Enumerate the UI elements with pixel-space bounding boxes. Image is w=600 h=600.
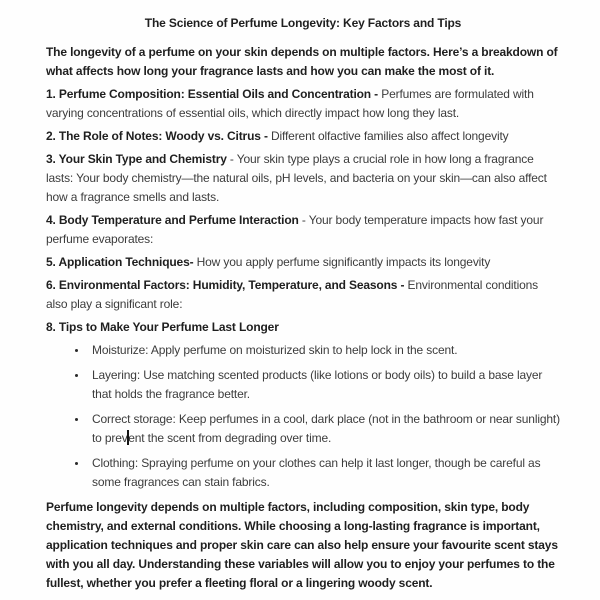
list-item-clothing[interactable]	[88, 454, 560, 492]
section-paragraph-3[interactable]	[46, 150, 560, 207]
section-heading-3: 3. Your Skin Type and Chemistry	[46, 152, 227, 166]
tip-text: Moisturize: Apply perfume on moisturized skin to help lock in the scent.	[92, 343, 458, 357]
section-text-6: Environmental conditions also play a significant role:	[46, 278, 539, 311]
section-heading-2: 2. The Role of Notes: Woody vs. Citrus -	[46, 129, 268, 143]
tips-list	[46, 341, 560, 492]
section-heading-5: 5. Application Techniques-	[46, 255, 194, 269]
section-paragraph-6[interactable]	[46, 276, 560, 314]
list-item-moisturize[interactable]	[88, 341, 560, 360]
section-paragraph-5[interactable]	[46, 253, 560, 272]
tip-text-before-cursor: Correct storage: Keep perfumes in a cool, dark place (not in the bathroom or near sunlight) to prev	[92, 412, 560, 445]
conclusion-paragraph[interactable]: Perfume longevity depends on multiple factors, including composition, skin type, body chemistry, and external conditions. While choosing a long-lasting fragrance is important, application techniques and proper skin care can also help ensure your favourite scent stays with you all day. Understanding these variables will allow you to enjoy your perfumes to the fullest, whether you prefer a fleeting floral or a lingering woody scent.	[46, 500, 558, 590]
section-heading-1: 1. Perfume Composition: Essential Oils and Concentration -	[46, 87, 379, 101]
section-paragraph-2[interactable]	[46, 127, 560, 146]
section-text-3: - Your skin type plays a crucial role in how long a fragrance lasts: Your body chemistry—the natural oils, pH levels, and bacteria on your skin—can also affect how a fragrance smells and lasts.	[46, 152, 547, 204]
tips-heading[interactable]: 8. Tips to Make Your Perfume Last Longer	[46, 320, 279, 334]
section-text-4: - Your body temperature impacts how fast your perfume evaporates:	[46, 213, 544, 246]
list-item-correct-storage[interactable]	[88, 410, 560, 448]
section-text-1: Perfumes are formulated with varying concentrations of essential oils, which directly impact how long they last.	[46, 87, 534, 120]
section-heading-4: 4. Body Temperature and Perfume Interaction	[46, 213, 299, 227]
intro-paragraph[interactable]: The longevity of a perfume on your skin depends on multiple factors. Here’s a breakdown of what affects how long your fragrance lasts and how you can make the most of it.	[46, 45, 558, 78]
section-text-2: Different olfactive families also affect longevity	[267, 129, 509, 143]
section-paragraph-4[interactable]	[46, 211, 560, 249]
section-paragraph-1[interactable]	[46, 85, 560, 123]
section-heading-6: 6. Environmental Factors: Humidity, Temperature, and Seasons -	[46, 278, 405, 292]
document-title: The Science of Perfume Longevity: Key Factors and Tips	[144, 16, 462, 30]
list-item-layering[interactable]	[88, 366, 560, 404]
tip-text: Clothing: Spraying perfume on your clothes can help it last longer, though be careful as some fragrances can stain fabrics.	[92, 456, 541, 489]
section-text-5: How you apply perfume significantly impacts its longevity	[193, 255, 491, 269]
tip-text-after-cursor: ent the scent from degrading over time.	[128, 431, 332, 445]
tip-text: Layering: Use matching scented products (like lotions or body oils) to build a base layer that holds the fragrance better.	[92, 368, 543, 401]
